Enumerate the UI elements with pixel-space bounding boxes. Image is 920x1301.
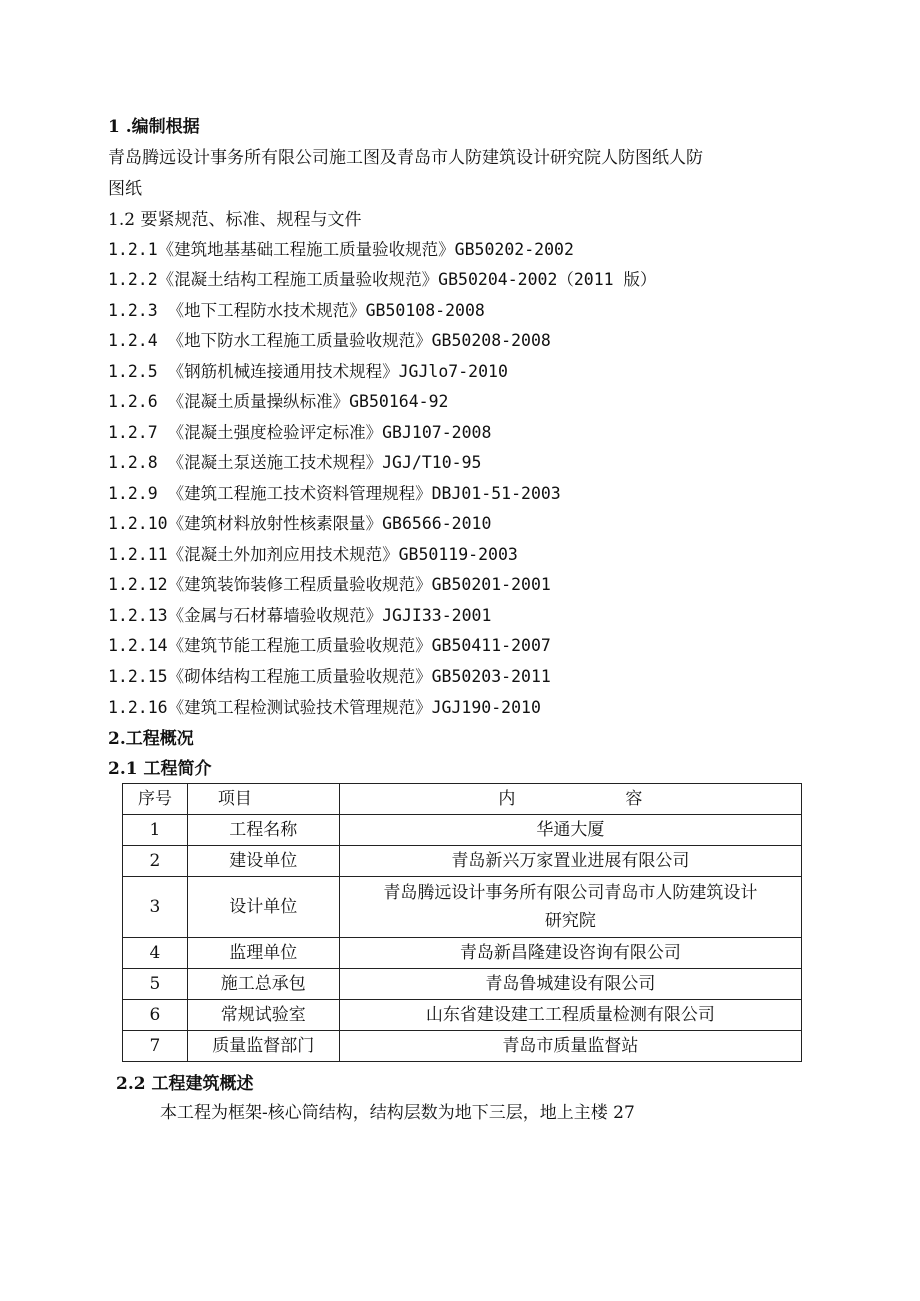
table-row <box>123 846 802 877</box>
table-header-row <box>123 784 802 815</box>
norm-item: 1.2.6 《混凝土质量操纵标准》GB50164-92 <box>108 392 449 411</box>
basis-text-line-2: 图纸 <box>108 179 142 199</box>
norm-item: 1.2.4 《地下防水工程施工质量验收规范》GB50208-2008 <box>108 331 551 350</box>
table-row <box>123 1000 802 1031</box>
row-item: 质量监督部门 <box>187 1031 339 1062</box>
section-1-2-heading: 1.2 要紧规范、标准、规程与文件 <box>108 210 362 230</box>
row-content: 青岛鲁城建设有限公司 <box>339 969 801 1000</box>
row-content-line-1: 青岛腾远设计事务所有限公司青岛市人防建筑设计 <box>383 883 758 903</box>
table-row <box>123 1031 802 1062</box>
norm-item: 1.2.11《混凝土外加剂应用技术规范》GB50119-2003 <box>108 545 518 564</box>
section-2-heading: 2.工程概况 <box>108 729 194 749</box>
row-item: 建设单位 <box>187 846 339 877</box>
section-2-1-heading: 2.1 工程简介 <box>108 759 212 779</box>
row-content: 青岛新兴万家置业进展有限公司 <box>339 846 801 877</box>
table-row <box>123 969 802 1000</box>
row-index: 2 <box>123 846 188 877</box>
header-cell-index: 序号 <box>123 784 188 815</box>
table-row <box>123 815 802 846</box>
section-1-heading: 1 .编制根据 <box>108 117 200 137</box>
norm-item: 1.2.16《建筑工程检测试验技术管理规范》JGJ190-2010 <box>108 698 541 717</box>
header-content-part-2: 容 <box>625 789 643 809</box>
row-content: 山东省建设建工工程质量检测有限公司 <box>339 1000 801 1031</box>
norm-item: 1.2.10《建筑材料放射性核素限量》GB6566-2010 <box>108 514 492 533</box>
norm-item: 1.2.8 《混凝土泵送施工技术规程》JGJ/T10-95 <box>108 453 482 472</box>
header-cell-content <box>339 784 801 815</box>
norm-item: 1.2.1《建筑地基基础工程施工质量验收规范》GB50202-2002 <box>108 240 574 259</box>
norm-item: 1.2.5 《钢筋机械连接通用技术规程》JGJlo7-2010 <box>108 362 508 381</box>
row-index: 1 <box>123 815 188 846</box>
section-2-2-heading: 2.2 工程建筑概述 <box>116 1074 254 1094</box>
norm-item: 1.2.3 《地下工程防水技术规范》GB50108-2008 <box>108 301 485 320</box>
row-index: 6 <box>123 1000 188 1031</box>
row-content: 青岛市质量监督站 <box>339 1031 801 1062</box>
header-content-part-1: 内 <box>498 789 516 809</box>
norm-item: 1.2.15《砌体结构工程施工质量验收规范》GB50203-2011 <box>108 667 551 686</box>
table-row <box>123 877 802 938</box>
row-index: 4 <box>123 938 188 969</box>
row-item: 常规试验室 <box>187 1000 339 1031</box>
overview-text: 本工程为框架-核心筒结构，结构层数为地下三层，地上主楼 27 <box>160 1103 635 1123</box>
basis-text-line-1: 青岛腾远设计事务所有限公司施工图及青岛市人防建筑设计研究院人防图纸人防 <box>108 148 703 168</box>
row-index: 5 <box>123 969 188 1000</box>
project-info-table <box>122 783 802 1062</box>
row-item: 施工总承包 <box>187 969 339 1000</box>
row-index: 7 <box>123 1031 188 1062</box>
norm-item: 1.2.2《混凝土结构工程施工质量验收规范》GB50204-2002（2011 版） <box>108 270 657 289</box>
norm-item: 1.2.9 《建筑工程施工技术资料管理规程》DBJ01-51-2003 <box>108 484 561 503</box>
table-row <box>123 938 802 969</box>
row-item: 工程名称 <box>187 815 339 846</box>
row-content: 青岛新昌隆建设咨询有限公司 <box>339 938 801 969</box>
row-content: 华通大厦 <box>339 815 801 846</box>
row-content <box>339 877 801 938</box>
row-content-line-2: 研究院 <box>544 911 596 931</box>
header-cell-item: 项目 <box>187 784 339 815</box>
norm-item: 1.2.13《金属与石材幕墙验收规范》JGJI33-2001 <box>108 606 492 625</box>
row-index: 3 <box>123 877 188 938</box>
norm-item: 1.2.7 《混凝土强度检验评定标准》GBJ107-2008 <box>108 423 492 442</box>
row-item: 监理单位 <box>187 938 339 969</box>
row-item: 设计单位 <box>187 877 339 938</box>
norm-item: 1.2.12《建筑装饰装修工程质量验收规范》GB50201-2001 <box>108 575 551 594</box>
norm-item: 1.2.14《建筑节能工程施工质量验收规范》GB50411-2007 <box>108 636 551 655</box>
